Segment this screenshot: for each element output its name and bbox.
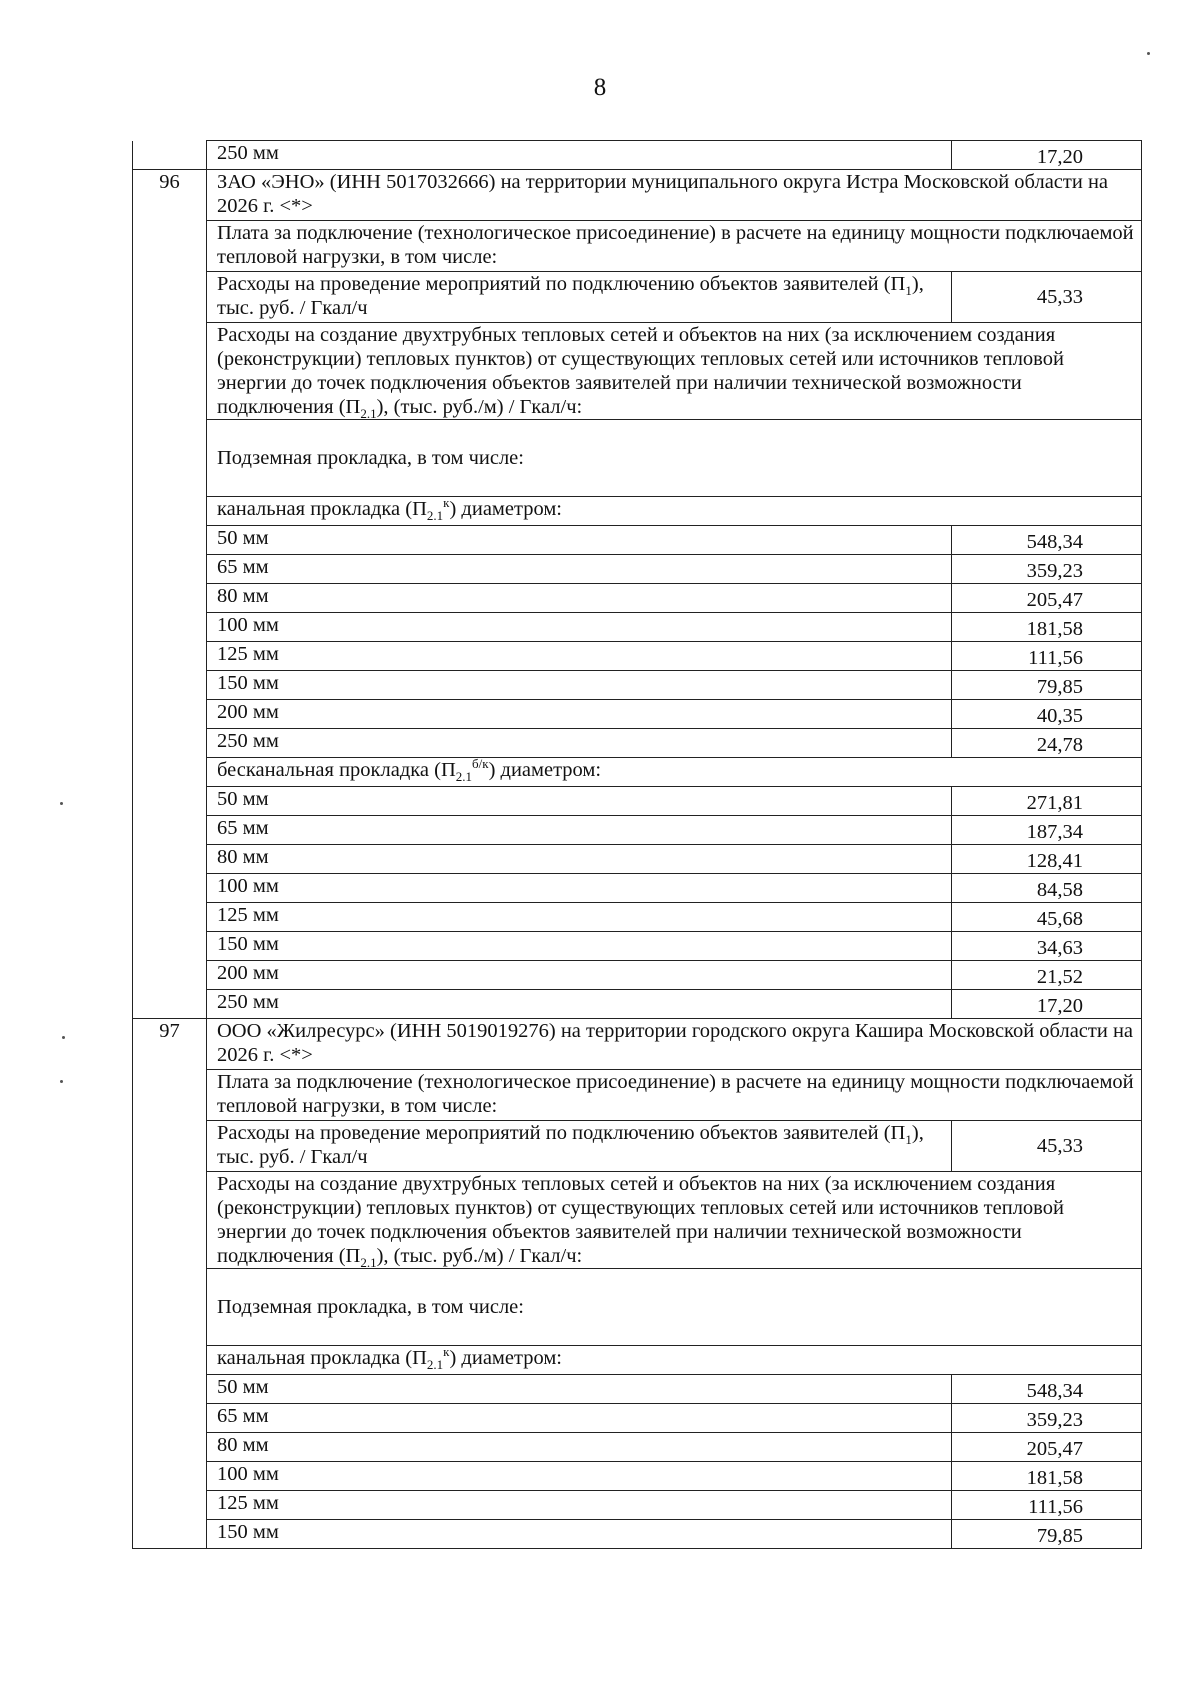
value-cell: 181,58	[952, 1462, 1142, 1491]
table-row	[133, 729, 1142, 758]
underground-label-cell: Подземная прокладка, в том числе:	[207, 1269, 1142, 1346]
value-cell: 21,52	[952, 961, 1142, 990]
table-row	[133, 787, 1142, 816]
fee-label-cell: Плата за подключение (технологическое присоединение) в расчете на единицу мощности подключаемой тепловой нагрузки, в том числе:	[207, 1070, 1142, 1121]
value-cell: 17,20	[952, 141, 1142, 170]
scan-speck	[62, 1036, 65, 1039]
diameter-cell: 125 мм	[207, 903, 952, 932]
value-cell: 548,34	[952, 526, 1142, 555]
diameter-cell: 80 мм	[207, 845, 952, 874]
row-number-cell: 97	[133, 1019, 207, 1549]
table-row	[133, 758, 1142, 787]
table-row	[133, 1433, 1142, 1462]
table-row	[133, 642, 1142, 671]
p21-label-cell: Расходы на создание двухтрубных тепловых сетей и объектов на них (за исключением создания (реконструкции) тепловых пунктов) от существующих тепловых сетей или источников тепловой энергии до точек подключения объектов заявителей при наличии технической возможности подключения $(П_{2.1})$, (тыс. руб./м) / Гкал/ч:	[207, 323, 1142, 420]
table-row	[133, 903, 1142, 932]
table-row	[133, 961, 1142, 990]
table-row	[133, 584, 1142, 613]
diameter-cell: 150 мм	[207, 671, 952, 700]
table-row	[133, 555, 1142, 584]
channel-label-cell: канальная прокладка $(П_{2.1}^к)$ диаметром:	[207, 497, 1142, 526]
value-cell: 79,85	[952, 671, 1142, 700]
company-title-cell: ЗАО «ЭНО» (ИНН 5017032666) на территории муниципального округа Истра Московской области на 2026 г. <*>	[207, 170, 1142, 221]
table-row	[133, 1172, 1142, 1269]
value-cell: 187,34	[952, 816, 1142, 845]
p21-label-cell: Расходы на создание двухтрубных тепловых сетей и объектов на них (за исключением создания (реконструкции) тепловых пунктов) от существующих тепловых сетей или источников тепловой энергии до точек подключения объектов заявителей при наличии технической возможности подключения $(П_{2.1})$, (тыс. руб./м) / Гкал/ч:	[207, 1172, 1142, 1269]
diameter-cell: 100 мм	[207, 613, 952, 642]
diameter-cell: 125 мм	[207, 1491, 952, 1520]
channel-label-cell: канальная прокладка $(П_{2.1}^к)$ диаметром:	[207, 1346, 1142, 1375]
value-cell: 548,34	[952, 1375, 1142, 1404]
table-row	[133, 221, 1142, 272]
value-cell: 17,20	[952, 990, 1142, 1019]
value-cell: 45,68	[952, 903, 1142, 932]
table-row	[133, 1375, 1142, 1404]
table-row	[133, 874, 1142, 903]
diameter-cell: 50 мм	[207, 526, 952, 555]
table-row	[133, 845, 1142, 874]
table-row	[133, 323, 1142, 420]
p1-value-cell: 45,33	[952, 272, 1142, 323]
table-row	[133, 613, 1142, 642]
row-number-cell	[133, 141, 207, 170]
value-cell: 181,58	[952, 613, 1142, 642]
table-row	[133, 141, 1142, 170]
table-row	[133, 170, 1142, 221]
table-row	[133, 1462, 1142, 1491]
diameter-cell: 250 мм	[207, 729, 952, 758]
diameter-cell: 200 мм	[207, 700, 952, 729]
value-cell: 359,23	[952, 1404, 1142, 1433]
table-row	[133, 1404, 1142, 1433]
diameter-cell: 65 мм	[207, 816, 952, 845]
table-row	[133, 526, 1142, 555]
p1-label-cell: Расходы на проведение мероприятий по подключению объектов заявителей $(П_1)$, тыс. руб. / Гкал/ч	[207, 272, 952, 323]
diameter-cell: 65 мм	[207, 555, 952, 584]
value-cell: 205,47	[952, 1433, 1142, 1462]
diameter-cell: 200 мм	[207, 961, 952, 990]
table-row	[133, 1019, 1142, 1070]
company-title-cell: ООО «Жилресурс» (ИНН 5019019276) на территории городского округа Кашира Московской области на 2026 г. <*>	[207, 1019, 1142, 1070]
value-cell: 34,63	[952, 932, 1142, 961]
channelless-label-cell: бесканальная прокладка $(П_{2.1}^{б/к})$ диаметром:	[207, 758, 1142, 787]
diameter-cell: 100 мм	[207, 1462, 952, 1491]
value-cell: 40,35	[952, 700, 1142, 729]
underground-label-cell: Подземная прокладка, в том числе:	[207, 420, 1142, 497]
value-cell: 128,41	[952, 845, 1142, 874]
table-row	[133, 932, 1142, 961]
value-cell: 111,56	[952, 1491, 1142, 1520]
value-cell: 24,78	[952, 729, 1142, 758]
fee-label-cell: Плата за подключение (технологическое присоединение) в расчете на единицу мощности подключаемой тепловой нагрузки, в том числе:	[207, 221, 1142, 272]
diameter-cell: 80 мм	[207, 1433, 952, 1462]
table-row	[133, 816, 1142, 845]
scan-speck	[60, 802, 63, 805]
diameter-cell: 150 мм	[207, 1520, 952, 1549]
table-row	[133, 497, 1142, 526]
scan-speck	[1147, 52, 1150, 55]
diameter-cell: 250 мм	[207, 141, 952, 170]
value-cell: 84,58	[952, 874, 1142, 903]
diameter-cell: 50 мм	[207, 787, 952, 816]
p1-value-cell: 45,33	[952, 1121, 1142, 1172]
table-row	[133, 990, 1142, 1019]
value-cell: 271,81	[952, 787, 1142, 816]
table-row	[133, 671, 1142, 700]
table-row	[133, 272, 1142, 323]
diameter-cell: 150 мм	[207, 932, 952, 961]
table-row	[133, 700, 1142, 729]
table-row	[133, 420, 1142, 497]
table-row	[133, 1491, 1142, 1520]
page-number: 8	[593, 74, 607, 101]
table-row	[133, 1269, 1142, 1346]
table-row	[133, 1520, 1142, 1549]
diameter-cell: 250 мм	[207, 990, 952, 1019]
diameter-cell: 50 мм	[207, 1375, 952, 1404]
table-row	[133, 1121, 1142, 1172]
scan-speck	[60, 1080, 63, 1083]
diameter-cell: 125 мм	[207, 642, 952, 671]
diameter-cell: 80 мм	[207, 584, 952, 613]
value-cell: 111,56	[952, 642, 1142, 671]
value-cell: 205,47	[952, 584, 1142, 613]
diameter-cell: 100 мм	[207, 874, 952, 903]
p1-label-cell: Расходы на проведение мероприятий по подключению объектов заявителей $(П_1)$, тыс. руб. / Гкал/ч	[207, 1121, 952, 1172]
diameter-cell: 65 мм	[207, 1404, 952, 1433]
table-row	[133, 1346, 1142, 1375]
table-row	[133, 1070, 1142, 1121]
tariff-table	[132, 140, 1142, 1549]
value-cell: 359,23	[952, 555, 1142, 584]
value-cell: 79,85	[952, 1520, 1142, 1549]
row-number-cell: 96	[133, 170, 207, 1019]
